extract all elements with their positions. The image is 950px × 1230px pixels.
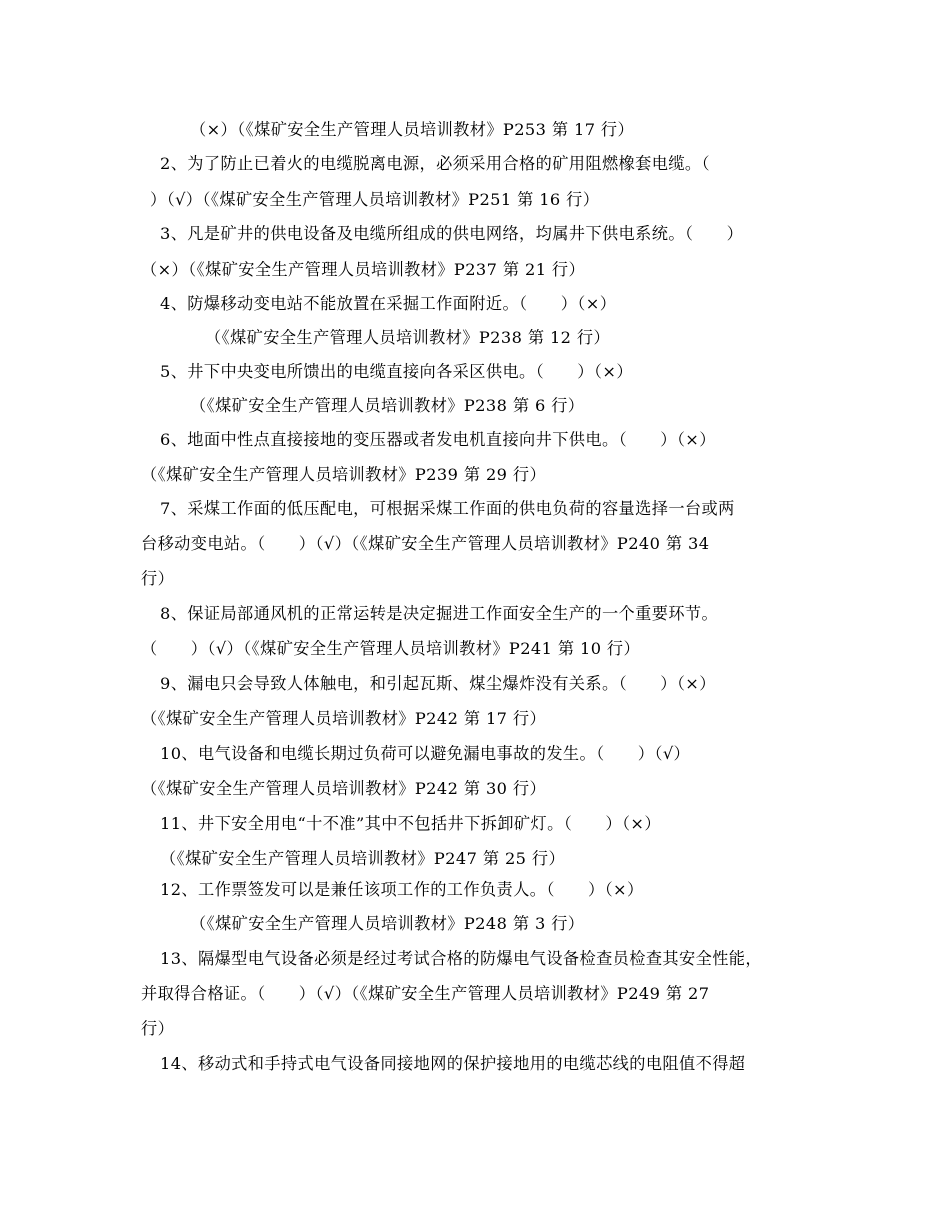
text-line: 7、采煤工作面的低压配电，可根据采煤工作面的供电负荷的容量选择一台或两 <box>160 499 735 518</box>
text-line: （《煤矿安全生产管理人员培训教材》P238 第 12 行） <box>205 328 611 347</box>
text-line: （ ）（√）（《煤矿安全生产管理人员培训教材》P241 第 10 行） <box>141 639 641 658</box>
text-line: 3、凡是矿井的供电设备及电缆所组成的供电网络，均属井下供电系统。（ ） <box>160 224 744 243</box>
text-line: 8、保证局部通风机的正常运转是决定掘进工作面安全生产的一个重要环节。 <box>160 604 719 623</box>
text-line: 台移动变电站。（ ）（√）（《煤矿安全生产管理人员培训教材》P240 第 34 <box>141 534 710 553</box>
text-line: （《煤矿安全生产管理人员培训教材》P248 第 3 行） <box>190 914 585 933</box>
text-line: 14、移动式和手持式电气设备同接地网的保护接地用的电缆芯线的电阻值不得超 <box>160 1054 746 1073</box>
text-line: （《煤矿安全生产管理人员培训教材》P242 第 17 行） <box>141 709 547 728</box>
text-line: 并取得合格证。（ ）（√）（《煤矿安全生产管理人员培训教材》P249 第 27 <box>141 984 710 1003</box>
text-line: 12、工作票签发可以是兼任该项工作的工作负责人。（ ）（×） <box>160 880 644 899</box>
text-line: 6、地面中性点直接接地的变压器或者发电机直接向井下供电。（ ）（×） <box>160 430 716 449</box>
text-line: 13、隔爆型电气设备必须是经过考试合格的防爆电气设备检查员检查其安全性能， <box>160 949 762 968</box>
text-line: （《煤矿安全生产管理人员培训教材》P238 第 6 行） <box>190 396 585 415</box>
text-line: 2、为了防止已着火的电缆脱离电源，必须采用合格的矿用阻燃橡套电缆。（ <box>160 154 710 173</box>
text-line: 行） <box>141 569 175 588</box>
text-line: 行） <box>141 1019 175 1038</box>
text-line: 9、漏电只会导致人体触电，和引起瓦斯、煤尘爆炸没有关系。（ ）（×） <box>160 674 716 693</box>
text-line: 10、电气设备和电缆长期过负荷可以避免漏电事故的发生。（ ）（√） <box>160 744 691 763</box>
text-line: ）（√）（《煤矿安全生产管理人员培训教材》P251 第 16 行） <box>150 190 600 209</box>
text-line: （《煤矿安全生产管理人员培训教材》P239 第 29 行） <box>141 465 547 484</box>
text-line: 11、井下安全用电“十不准”其中不包括井下拆卸矿灯。（ ）（×） <box>160 814 661 833</box>
text-line: （×）（《煤矿安全生产管理人员培训教材》P253 第 17 行） <box>190 120 635 139</box>
text-line: （×）（《煤矿安全生产管理人员培训教材》P237 第 21 行） <box>141 260 586 279</box>
text-line: （《煤矿安全生产管理人员培训教材》P242 第 30 行） <box>141 779 547 798</box>
text-line: 5、井下中央变电所馈出的电缆直接向各采区供电。（ ）（×） <box>160 362 633 381</box>
text-line: （《煤矿安全生产管理人员培训教材》P247 第 25 行） <box>160 849 566 868</box>
text-line: 4、防爆移动变电站不能放置在采掘工作面附近。（ ）（×） <box>160 294 617 313</box>
